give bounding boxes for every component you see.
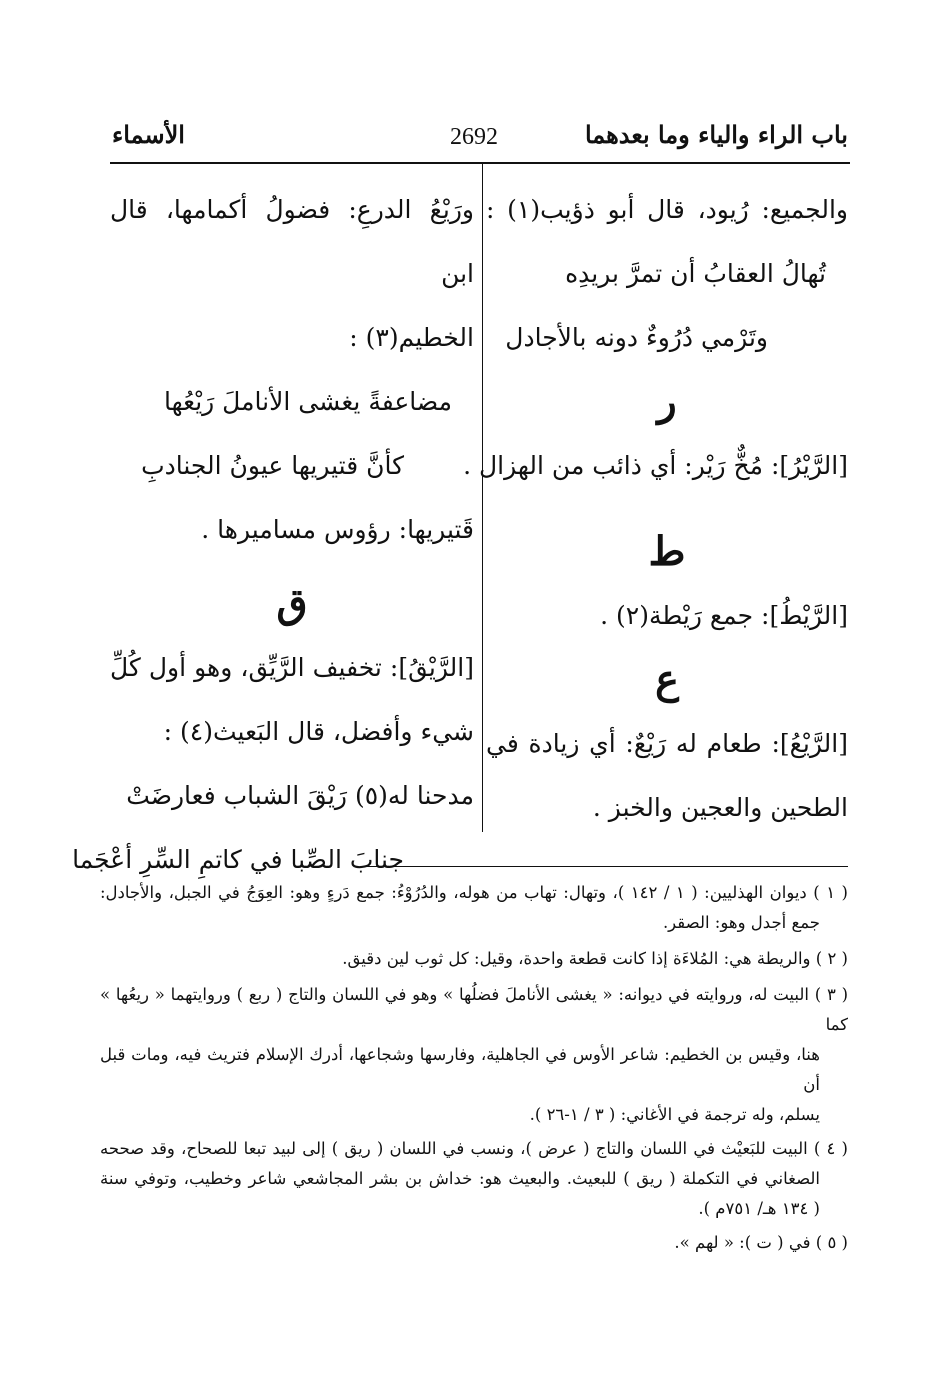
verse-line: وتَرْمي دُرُوءٌ دونه بالأجادل [505,323,768,352]
footnote-line: ( ٢ ) والريطة هي: المُلاءَة إذا كانت قطعة واحدة، وقيل: كل ثوب لين دقيق. [342,949,848,968]
page-number: 2692 [450,124,498,150]
footnote-line: ( ١٣٤ هـ/ ٧٥١م ). [698,1199,820,1218]
text-line: ورَيْعُ الدرعِ: فضولُ أكمامها، قال ابن [110,195,474,288]
text-line: الطحين والعجين والخبز . [592,793,848,822]
text-line: شيء وأفضل، قال البَعيث(٤) : [163,717,474,746]
footnote-line: ( ١ ) ديوان الهذليين: ( ١ / ١٤٢ )، وتهال: تهاب من هوله، والدُرُوْءُ: جمع دَرءٍ وهو: العِوَجُ في الجبل، والأجادل: [100,883,848,902]
text-line: الخطيم(٣) : [349,323,474,352]
verse-line: كأنَّ قتيريها عيونُ الجنادبِ [141,451,404,480]
entry-line: [الرَّيْرُ]: مُخٌّ رَيْر: أي ذائب من الهزال . [463,451,848,480]
text-line: والجميع: رُيود، قال أبو ذؤيب(١) : [486,195,848,224]
chapter-title: باب الراء والياء وما بعدهما [584,120,848,149]
right-column [463,178,848,840]
section-title: الأسماء [112,120,185,149]
footnote-5 [100,1228,848,1258]
footnote-line: ( ٣ ) البيت له، وروايته في ديوانه: « يغشى الأناملَ فضلُها » وهو في اللسان والتاج ( ربع ) وروايتهما « ريعُها » كما [100,985,849,1034]
footnote-1 [100,878,848,938]
footnote-rule [362,866,848,867]
entry-line: [الرَّيْعُ]: طعام له رَيْعٌ: أي زيادة في [486,729,848,758]
section-letter: ط [648,528,686,575]
section-letter: ع [655,656,679,703]
column-divider [482,164,483,832]
verse-line: تُهالُ العقابُ أن تمرَّ بريدِه [565,259,826,288]
footnote-line: ( ٤ ) البيت للبَعيْث في اللسان والتاج ( عرض )، ونسب في اللسان ( ريق ) إلى لبيد تبعا للصحاح، وقد صححه [100,1139,848,1158]
verse-line: مضاعفةً يغشى الأناملَ رَيْعُها [164,387,452,416]
footnote-line: يسلم، وله ترجمة في الأغاني: ( ٣ / ١-٢٦ ). [529,1105,820,1124]
footnote-3 [100,980,848,1130]
section-letter: ر [657,378,677,425]
footnote-line: جمع أجدل وهو: الصقر. [662,913,820,932]
footnote-line: ( ٥ ) في ( ت ): « لهم ». [674,1233,848,1252]
verse-line: جنابَ الصِّبا في كاتمِ السِّرِ أعْجَما [72,845,404,874]
entry-line: [الرَّيْطُ]: جمع رَيْطة(٢) . [600,601,848,630]
verse-line: مدحنا له(٥) رَيْقَ الشباب فعارضَتْ [126,781,474,810]
footnote-2 [100,944,848,974]
footnotes [100,878,848,1258]
header-rule [110,162,850,164]
left-column [72,178,474,892]
section-letter: ق [276,580,308,627]
footnote-4 [100,1134,848,1224]
entry-line: [الرَّيْقُ]: تخفيف الرَّيِّق، وهو أول كُلِّ [110,653,474,682]
footnote-line: الصغاني في التكملة ( ريق ) للبعيث. والبعيث هو: خداش بن بشر المجاشعي شاعر وخطيب، وتوفي سنة [100,1169,820,1188]
footnote-line: هنا، وقيس بن الخطيم: شاعر الأوس في الجاهلية، وفارسها وشجاعها، أدرك الإسلام فتريث فيه، ومات قبل أن [100,1045,820,1094]
text-line: قَتيريها: رؤوس مساميرها . [201,515,474,544]
